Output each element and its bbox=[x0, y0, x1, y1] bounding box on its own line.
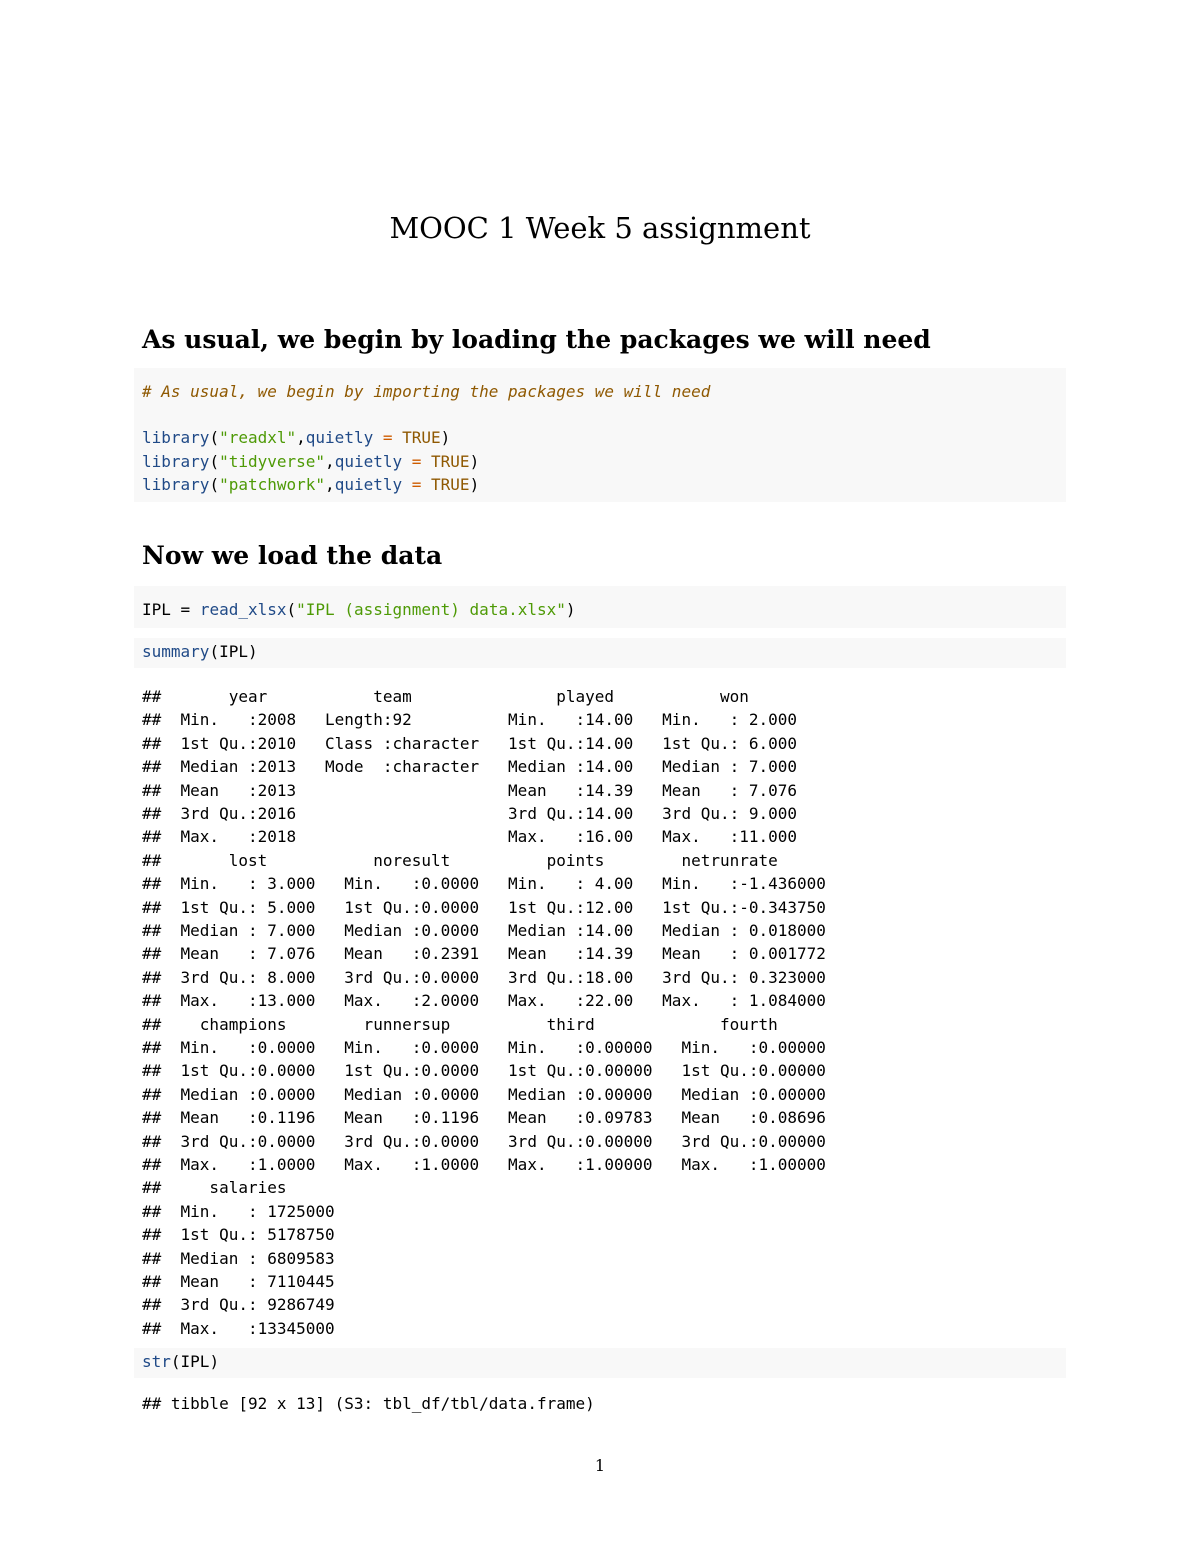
summary-output-line: ## year team played won bbox=[142, 687, 826, 706]
summary-output-line: ## Median : 6809583 bbox=[142, 1249, 354, 1268]
summary-output-line: ## Median : 7.000 Median :0.0000 Median :14.00 Median : 0.018000 bbox=[142, 921, 846, 940]
summary-output-line: ## Min. :0.0000 Min. :0.0000 Min. :0.00000 Min. :0.00000 bbox=[142, 1038, 846, 1057]
summary-output-line: ## salaries bbox=[142, 1178, 354, 1197]
summary-output-line: ## lost noresult points netrunrate bbox=[142, 851, 846, 870]
summary-output-line: ## Median :2013 Mode :character Median :14.00 Median : 7.000 bbox=[142, 757, 817, 776]
summary-output-line: ## 1st Qu.:0.0000 1st Qu.:0.0000 1st Qu.:0.00000 1st Qu.:0.00000 bbox=[142, 1061, 846, 1080]
summary-output-line: ## 3rd Qu.:2016 3rd Qu.:14.00 3rd Qu.: 9.000 bbox=[142, 804, 817, 823]
str-output: ## tibble [92 x 13] (S3: tbl_df/tbl/data.frame) bbox=[142, 1394, 595, 1413]
code-block-str bbox=[134, 1348, 1066, 1378]
code-line-library-tidyverse: library("tidyverse",quietly = TRUE) bbox=[142, 452, 480, 471]
summary-output-line: ## Mean : 7110445 bbox=[142, 1272, 354, 1291]
code-line-library-patchwork: library("patchwork",quietly = TRUE) bbox=[142, 475, 480, 494]
summary-output-line: ## 3rd Qu.: 9286749 bbox=[142, 1295, 354, 1314]
summary-output-line: ## 1st Qu.:2010 Class :character 1st Qu.:14.00 1st Qu.: 6.000 bbox=[142, 734, 817, 753]
page-number: 1 bbox=[594, 1456, 606, 1475]
summary-output-line: ## Min. : 1725000 bbox=[142, 1202, 354, 1221]
code-line-summary: summary(IPL) bbox=[142, 642, 258, 661]
summary-output-line: ## Max. :13345000 bbox=[142, 1319, 354, 1338]
code-line-library-readxl: library("readxl",quietly = TRUE) bbox=[142, 428, 451, 447]
summary-output-line: ## 1st Qu.: 5178750 bbox=[142, 1225, 354, 1244]
summary-output-line: ## Median :0.0000 Median :0.0000 Median :0.00000 Median :0.00000 bbox=[142, 1085, 846, 1104]
summary-output-line: ## 3rd Qu.: 8.000 3rd Qu.:0.0000 3rd Qu.:18.00 3rd Qu.: 0.323000 bbox=[142, 968, 846, 987]
summary-output-line: ## 3rd Qu.:0.0000 3rd Qu.:0.0000 3rd Qu.:0.00000 3rd Qu.:0.00000 bbox=[142, 1132, 846, 1151]
summary-output-line: ## Max. :1.0000 Max. :1.0000 Max. :1.00000 Max. :1.00000 bbox=[142, 1155, 846, 1174]
code-line-str: str(IPL) bbox=[142, 1352, 220, 1371]
summary-output-line: ## Min. :2008 Length:92 Min. :14.00 Min. : 2.000 bbox=[142, 710, 817, 729]
summary-output-line: ## Mean : 7.076 Mean :0.2391 Mean :14.39 Mean : 0.001772 bbox=[142, 944, 846, 963]
section-heading-data: Now we load the data bbox=[142, 541, 443, 570]
summary-output-line: ## champions runnersup third fourth bbox=[142, 1015, 846, 1034]
summary-output-line: ## Mean :2013 Mean :14.39 Mean : 7.076 bbox=[142, 781, 817, 800]
page-title: MOOC 1 Week 5 assignment bbox=[389, 211, 811, 245]
summary-output-line: ## Mean :0.1196 Mean :0.1196 Mean :0.09783 Mean :0.08696 bbox=[142, 1108, 846, 1127]
summary-output-line: ## 1st Qu.: 5.000 1st Qu.:0.0000 1st Qu.:12.00 1st Qu.:-0.343750 bbox=[142, 898, 846, 917]
code-line-read-xlsx: IPL = read_xlsx("IPL (assignment) data.xlsx") bbox=[142, 600, 576, 619]
summary-output-line: ## Max. :13.000 Max. :2.0000 Max. :22.00 Max. : 1.084000 bbox=[142, 991, 846, 1010]
code-block-summary bbox=[134, 638, 1066, 668]
summary-output-line: ## Max. :2018 Max. :16.00 Max. :11.000 bbox=[142, 827, 817, 846]
section-heading-packages: As usual, we begin by loading the packages we will need bbox=[142, 325, 931, 354]
summary-output-line: ## Min. : 3.000 Min. :0.0000 Min. : 4.00 Min. :-1.436000 bbox=[142, 874, 846, 893]
code-comment: # As usual, we begin by importing the packages we will need bbox=[142, 382, 711, 401]
